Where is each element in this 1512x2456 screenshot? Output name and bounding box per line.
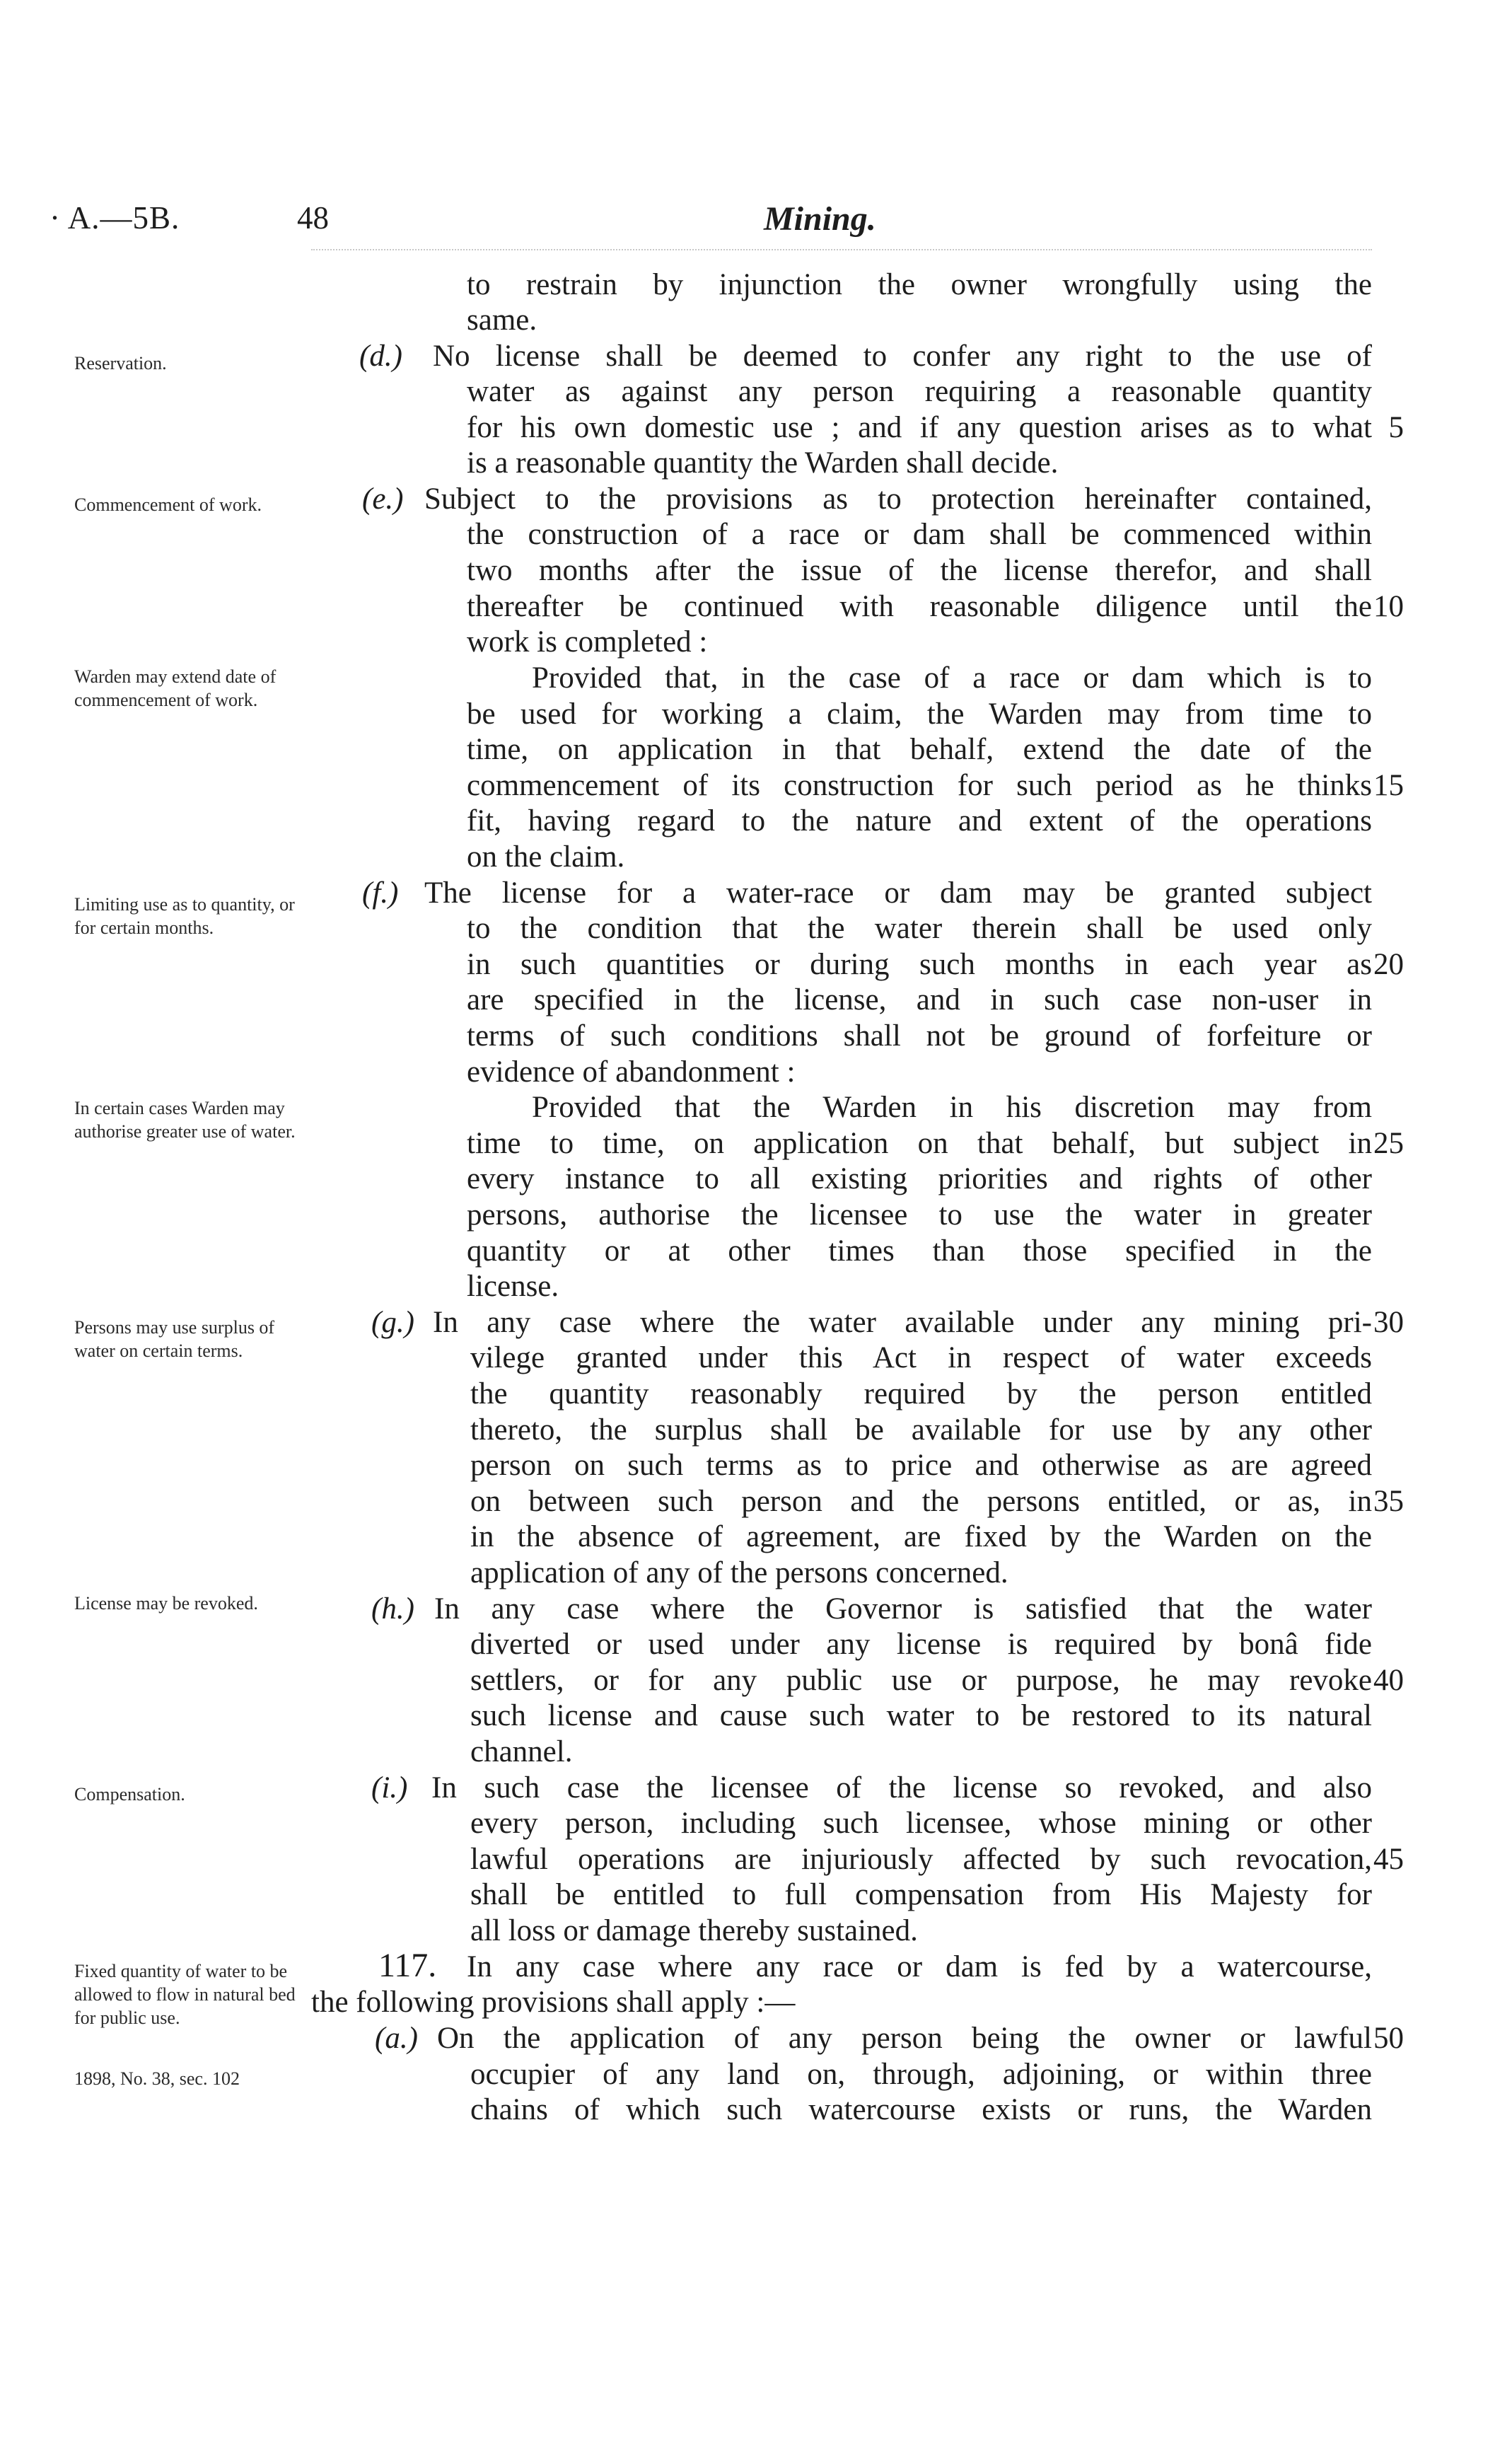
text-line: channel. xyxy=(470,1735,573,1768)
text-line: In any case where the Governor is satisfied that the water xyxy=(434,1592,1372,1626)
text-line: commencement of its construction for such period as he thinks xyxy=(467,769,1372,802)
text-line: such license and cause such water to be restored to its natural xyxy=(470,1699,1372,1732)
margin-note-reservation: Reservation. xyxy=(74,353,167,373)
clause-label: (f.) xyxy=(362,876,399,910)
text-line: Subject to the provisions as to protection hereinafter contained, xyxy=(424,482,1372,516)
line-number: 10 xyxy=(1373,590,1404,623)
text-line: persons, authorise the licensee to use the water in greater xyxy=(467,1198,1372,1232)
text-line: license. xyxy=(467,1270,559,1303)
line-number: 15 xyxy=(1373,769,1404,802)
text-line: evidence of abandonment : xyxy=(467,1055,796,1089)
text-line: In any case where any race or dam is fed by a watercourse, xyxy=(467,1950,1372,1983)
text-line: settlers, or for any public use or purpose, he may revoke xyxy=(470,1664,1372,1697)
text-line: in the absence of agreement, are fixed by the Warden on the xyxy=(470,1520,1372,1553)
text-line: shall be entitled to full compensation from His Majesty for xyxy=(470,1878,1372,1911)
text-line: fit, having regard to the nature and extent of the operations xyxy=(467,804,1372,838)
text-line: terms of such conditions shall not be ground of forfeiture or xyxy=(467,1019,1372,1053)
text-line: diverted or used under any license is required by bonâ fide xyxy=(470,1628,1372,1661)
page-title: Mining. xyxy=(764,200,876,238)
margin-note-compensation: Compensation. xyxy=(74,1784,185,1805)
clause-label: (e.) xyxy=(362,482,404,516)
line-number: 40 xyxy=(1373,1664,1404,1697)
text-line: all loss or damage thereby sustained. xyxy=(470,1914,918,1947)
clause-label: (d.) xyxy=(359,340,402,373)
text-line: lawful operations are injuriously affected by such revocation, xyxy=(470,1843,1372,1876)
text-line: be used for working a claim, the Warden may from time to xyxy=(467,697,1372,731)
clause-label: (g.) xyxy=(371,1306,414,1339)
text-line: work is completed : xyxy=(467,625,708,659)
line-number: 30 xyxy=(1373,1306,1404,1339)
text-line: thereafter be continued with reasonable diligence until the xyxy=(467,590,1372,623)
page-number: 48 xyxy=(297,200,329,236)
text-line: thereto, the surplus shall be available for use by any other xyxy=(470,1413,1372,1447)
margin-note-greater-use: In certain cases Warden may authorise greater use of water. xyxy=(74,1098,296,1142)
text-line: The license for a water-race or dam may be granted subject xyxy=(424,876,1372,910)
text-line: chains of which such watercourse exists or runs, the Warden xyxy=(470,2093,1372,2126)
text-line: for his own domestic use ; and if any question arises as to what xyxy=(467,411,1372,444)
clause-label: (h.) xyxy=(371,1592,414,1626)
line-number: 45 xyxy=(1373,1843,1404,1876)
text-line: No license shall be deemed to confer any right to the use of xyxy=(433,340,1372,373)
text-line: every instance to all existing priorities and rights of other xyxy=(467,1162,1372,1195)
text-line: the following provisions shall apply :— xyxy=(311,1986,796,2019)
text-line: application of any of the persons concerned. xyxy=(470,1556,1008,1589)
line-number: 25 xyxy=(1373,1127,1404,1160)
clause-label: (i.) xyxy=(371,1771,408,1805)
margin-note-citation: 1898, No. 38, sec. 102 xyxy=(74,2068,240,2089)
text-line: the quantity reasonably required by the person entitled xyxy=(470,1377,1372,1411)
section-number: 117. xyxy=(378,1947,437,1984)
margin-note-surplus: Persons may use surplus of water on certain terms. xyxy=(74,1317,275,1361)
text-line: in such quantities or during such months in each year as xyxy=(467,948,1372,981)
text-line: two months after the issue of the license therefor, and shall xyxy=(467,554,1372,587)
clause-label: (a.) xyxy=(375,2022,418,2055)
text-line: In any case where the water available under any mining pri- xyxy=(433,1306,1372,1339)
text-line: on between such person and the persons entitled, or as, in xyxy=(470,1485,1372,1518)
text-line: water as against any person requiring a reasonable quantity xyxy=(467,375,1372,408)
text-line: person on such terms as to price and otherwise as are agreed xyxy=(470,1449,1372,1482)
margin-note-fixed-quantity: Fixed quantity of water to be allowed to flow in natural bed for public use. xyxy=(74,1961,296,2028)
text-line: same. xyxy=(467,303,537,337)
header-rule xyxy=(311,249,1372,250)
text-line: to restrain by injunction the owner wrongfully using the xyxy=(467,268,1372,301)
document-reference: · A.—5B. xyxy=(50,200,180,236)
text-line: on the claim. xyxy=(467,840,625,874)
text-line: On the application of any person being the owner or lawful xyxy=(437,2022,1372,2055)
text-line: the construction of a race or dam shall be commenced within xyxy=(467,518,1372,551)
text-line: Provided that the Warden in his discretion may from xyxy=(532,1091,1372,1124)
margin-note-revoked: License may be revoked. xyxy=(74,1593,258,1614)
text-line: occupier of any land on, through, adjoining, or within three xyxy=(470,2058,1372,2091)
text-line: to the condition that the water therein shall be used only xyxy=(467,912,1372,945)
text-line: every person, including such licensee, whose mining or other xyxy=(470,1807,1372,1840)
text-line: is a reasonable quantity the Warden shall decide. xyxy=(467,446,1059,480)
margin-note-commencement: Commencement of work. xyxy=(74,494,262,515)
text-line: time, on application in that behalf, extend the date of the xyxy=(467,733,1372,766)
text-line: vilege granted under this Act in respect of water exceeds xyxy=(470,1341,1372,1374)
margin-note-limiting-use: Limiting use as to quantity, or for certain months. xyxy=(74,894,295,938)
text-line: Provided that, in the case of a race or dam which is to xyxy=(532,661,1372,695)
margin-note-warden-extend: Warden may extend date of commencement of work. xyxy=(74,666,277,710)
line-number: 50 xyxy=(1373,2022,1404,2055)
text-line: are specified in the license, and in such case non-user in xyxy=(467,983,1372,1016)
text-line: time to time, on application on that behalf, but subject in xyxy=(467,1127,1372,1160)
text-line: In such case the licensee of the license so revoked, and also xyxy=(431,1771,1372,1805)
text-line: quantity or at other times than those specified in the xyxy=(467,1234,1372,1268)
line-number: 35 xyxy=(1373,1485,1404,1518)
line-number: 5 xyxy=(1388,411,1404,444)
line-number: 20 xyxy=(1373,948,1404,981)
